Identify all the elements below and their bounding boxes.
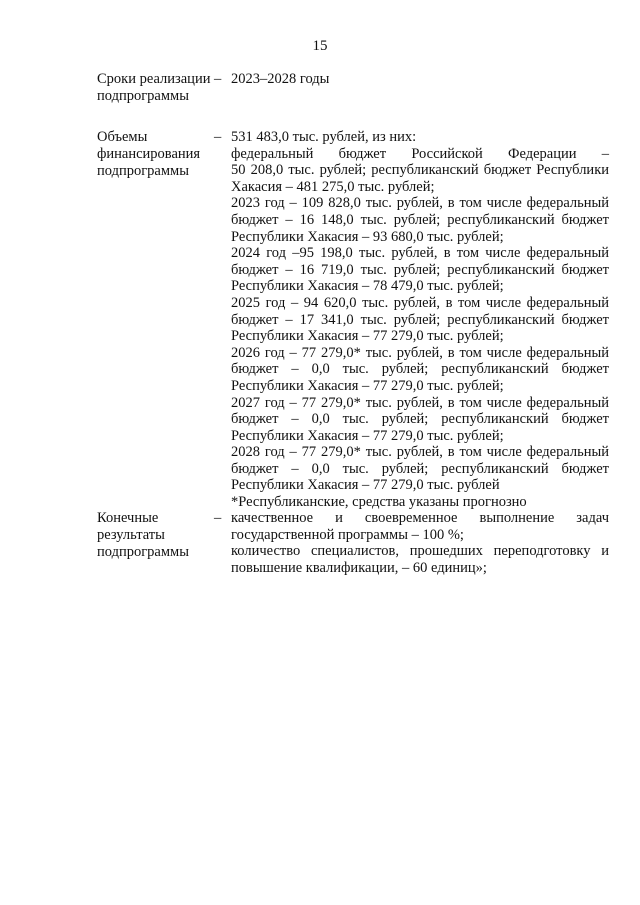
content-line: 50 208,0 тыс. рублей; республиканский бюджет Республики	[231, 162, 609, 179]
section-label: Конечные результаты подпрограммы	[97, 510, 189, 560]
content-line: бюджет – 0,0 тыс. рублей; республиканский бюджет	[231, 361, 609, 378]
content-line: 531 483,0 тыс. рублей, из них:	[231, 129, 417, 145]
section-dash: –	[214, 510, 222, 526]
section-content	[231, 71, 609, 88]
section-content	[231, 129, 609, 511]
content-line: Республики Хакасия – 77 279,0 тыс. рублей;	[231, 328, 504, 345]
content-line: Республики Хакасия – 77 279,0 тыс. рублей;	[231, 427, 504, 444]
content-line: повышение квалификации, – 60 единиц»;	[231, 559, 487, 576]
content-line: 2023–2028 годы	[231, 71, 330, 87]
page-number: 15	[312, 38, 328, 54]
content-line: 2025 год – 94 620,0 тыс. рублей, в том числе федеральный	[231, 294, 609, 311]
content-line: 2026 год – 77 279,0* тыс. рублей, в том числе федеральный	[231, 344, 609, 361]
content-line: Республики Хакасия – 78 479,0 тыс. рублей;	[231, 278, 504, 295]
content-line: бюджет – 0,0 тыс. рублей; республиканский бюджет	[231, 460, 609, 477]
footnote: *Республиканские, средства указаны прогнозно	[231, 494, 527, 511]
content-line: качественное и своевременное выполнение задач	[231, 510, 609, 526]
section-dash: –	[214, 129, 222, 145]
content-line: Республики Хакасия – 77 279,0 тыс. рублей;	[231, 377, 504, 394]
section-dash: –	[214, 71, 222, 87]
content-line: бюджет – 16 148,0 тыс. рублей; республиканский бюджет	[231, 211, 609, 228]
content-line: Республики Хакасия – 93 680,0 тыс. рублей;	[231, 228, 504, 245]
content-line: 2024 год –95 198,0 тыс. рублей, в том числе федеральный	[231, 245, 609, 262]
content-line: бюджет – 0,0 тыс. рублей; республиканский бюджет	[231, 411, 609, 428]
section-content	[231, 510, 609, 576]
content-line: 2028 год – 77 279,0* тыс. рублей, в том числе федеральный	[231, 444, 609, 461]
content-line: бюджет – 17 341,0 тыс. рублей; республиканский бюджет	[231, 311, 609, 328]
content-line: государственной программы – 100 %;	[231, 526, 464, 543]
content-line: бюджет – 16 719,0 тыс. рублей; республиканский бюджет	[231, 261, 609, 278]
content-line: Хакасия – 481 275,0 тыс. рублей;	[231, 178, 435, 195]
content-line: количество специалистов, прошедших переподготовку и	[231, 543, 609, 560]
content-line: 2027 год – 77 279,0* тыс. рублей, в том числе федеральный	[231, 394, 609, 411]
section-label: Объемы финансирования подпрограммы	[97, 129, 201, 179]
content-line: федеральный бюджет Российской Федерации –	[231, 145, 609, 162]
content-line: 2023 год – 109 828,0 тыс. рублей, в том числе федеральный	[231, 195, 609, 212]
content-line: Республики Хакасия – 77 279,0 тыс. рублей	[231, 477, 500, 494]
section-label: Сроки реализации подпрограммы	[97, 71, 211, 104]
